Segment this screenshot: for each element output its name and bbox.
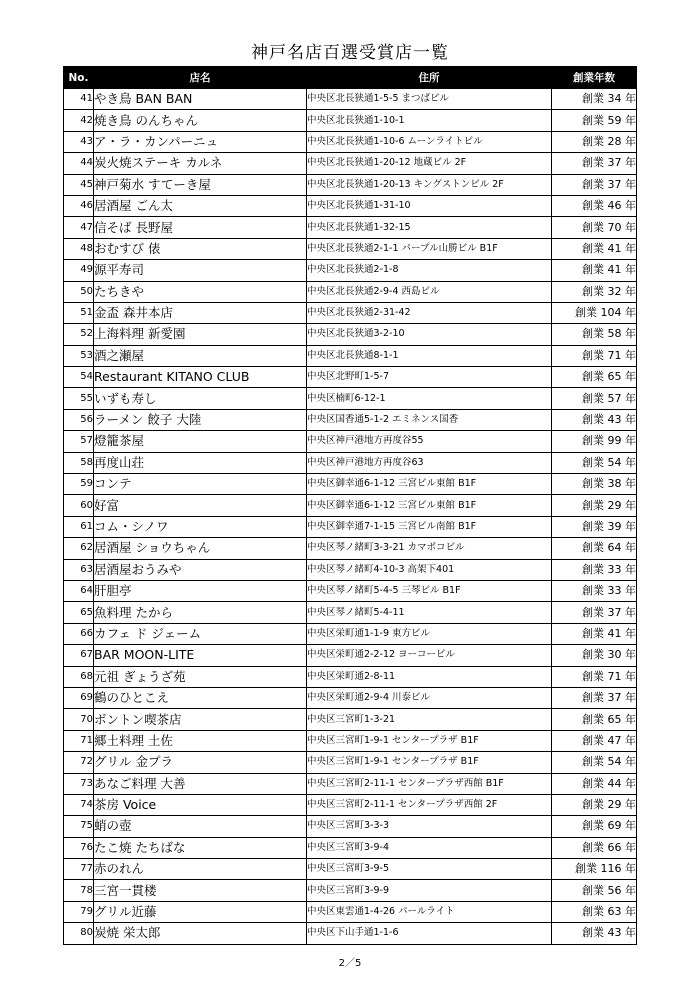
header-name: 店名: [94, 67, 307, 89]
row-number: 63: [64, 559, 94, 580]
shop-address: 中央区御幸通6-1-12 三宮ビル東館 B1F: [307, 495, 552, 516]
row-number: 57: [64, 431, 94, 452]
shop-name: ア・ラ・カンパーニュ: [94, 131, 307, 152]
years-in-business: 創業 33 年: [552, 580, 637, 601]
shop-name: おむすび 俵: [94, 238, 307, 259]
shop-address: 中央区北長狭通1-10-6 ムーンライトビル: [307, 131, 552, 152]
years-in-business: 創業 54 年: [552, 452, 637, 473]
table-row: [64, 645, 637, 666]
years-in-business: 創業 69 年: [552, 816, 637, 837]
row-number: 52: [64, 324, 94, 345]
shop-address: 中央区楠町6-12-1: [307, 388, 552, 409]
shop-address: 中央区北長狭通1-20-12 地蔵ビル 2F: [307, 153, 552, 174]
table-row: [64, 367, 637, 388]
table-row: [64, 302, 637, 323]
shop-address: 中央区下山手通1-1-6: [307, 923, 552, 944]
shop-name: 赤のれん: [94, 859, 307, 880]
row-number: 45: [64, 174, 94, 195]
row-number: 60: [64, 495, 94, 516]
row-number: 70: [64, 709, 94, 730]
shop-name: 好富: [94, 495, 307, 516]
table-row: [64, 773, 637, 794]
shop-name: いずも寿し: [94, 388, 307, 409]
table-row: [64, 880, 637, 901]
page-title: 神戸名店百選受賞店一覧: [251, 43, 449, 63]
table-row: [64, 431, 637, 452]
table-row: [64, 153, 637, 174]
years-in-business: 創業 116 年: [552, 859, 637, 880]
row-number: 79: [64, 901, 94, 922]
table-row: [64, 174, 637, 195]
table-row: [64, 709, 637, 730]
shop-name: ラーメン 餃子 大陸: [94, 409, 307, 430]
row-number: 67: [64, 645, 94, 666]
row-number: 42: [64, 110, 94, 131]
shop-name: あなご料理 大善: [94, 773, 307, 794]
table-row: [64, 388, 637, 409]
award-table: [63, 66, 637, 945]
row-number: 54: [64, 367, 94, 388]
shop-address: 中央区三宮町2-11-1 センタープラザ西館 2F: [307, 794, 552, 815]
shop-name: カフェ ド ジェーム: [94, 623, 307, 644]
shop-address: 中央区御幸通7-1-15 三宮ビル南館 B1F: [307, 516, 552, 537]
shop-name: 居酒屋 ごん太: [94, 195, 307, 216]
table-row: [64, 131, 637, 152]
years-in-business: 創業 38 年: [552, 474, 637, 495]
row-number: 51: [64, 302, 94, 323]
shop-address: 中央区神戸港地方再度谷55: [307, 431, 552, 452]
header-year: 創業年数: [552, 67, 637, 89]
row-number: 68: [64, 666, 94, 687]
table-row: [64, 794, 637, 815]
years-in-business: 創業 41 年: [552, 238, 637, 259]
shop-address: 中央区栄町通2-9-4 川泰ビル: [307, 687, 552, 708]
table-row: [64, 324, 637, 345]
years-in-business: 創業 47 年: [552, 730, 637, 751]
table-row: [64, 452, 637, 473]
row-number: 80: [64, 923, 94, 944]
table-row: [64, 281, 637, 302]
shop-name: 茶房 Voice: [94, 794, 307, 815]
row-number: 44: [64, 153, 94, 174]
shop-name: たこ焼 たちばな: [94, 837, 307, 858]
shop-address: 中央区栄町通2-2-12 ヨーコービル: [307, 645, 552, 666]
shop-address: 中央区北長狭通2-9-4 西島ビル: [307, 281, 552, 302]
row-number: 62: [64, 538, 94, 559]
years-in-business: 創業 41 年: [552, 623, 637, 644]
years-in-business: 創業 44 年: [552, 773, 637, 794]
row-number: 55: [64, 388, 94, 409]
table-row: [64, 859, 637, 880]
years-in-business: 創業 34 年: [552, 89, 637, 110]
header-address: 住所: [307, 67, 552, 89]
shop-address: 中央区三宮町3-9-4: [307, 837, 552, 858]
years-in-business: 創業 46 年: [552, 195, 637, 216]
row-number: 73: [64, 773, 94, 794]
row-number: 46: [64, 195, 94, 216]
row-number: 41: [64, 89, 94, 110]
shop-name: 再度山荘: [94, 452, 307, 473]
table-row: [64, 217, 637, 238]
shop-name: 居酒屋 ショウちゃん: [94, 538, 307, 559]
row-number: 50: [64, 281, 94, 302]
table-row: [64, 687, 637, 708]
row-number: 49: [64, 260, 94, 281]
shop-address: 中央区三宮町1-9-1 センタープラザ B1F: [307, 730, 552, 751]
shop-address: 中央区神戸港地方再度谷63: [307, 452, 552, 473]
years-in-business: 創業 64 年: [552, 538, 637, 559]
shop-name: グリル近藤: [94, 901, 307, 922]
shop-address: 中央区三宮町1-9-1 センタープラザ B1F: [307, 752, 552, 773]
shop-name: 元祖 ぎょうざ苑: [94, 666, 307, 687]
shop-address: 中央区国香通5-1-2 エミネンス国香: [307, 409, 552, 430]
row-number: 69: [64, 687, 94, 708]
years-in-business: 創業 58 年: [552, 324, 637, 345]
table-row: [64, 474, 637, 495]
table-row: [64, 837, 637, 858]
row-number: 47: [64, 217, 94, 238]
shop-address: 中央区北長狭通1-10-1: [307, 110, 552, 131]
row-number: 77: [64, 859, 94, 880]
row-number: 64: [64, 580, 94, 601]
row-number: 65: [64, 602, 94, 623]
table-row: [64, 602, 637, 623]
table-row: [64, 538, 637, 559]
years-in-business: 創業 37 年: [552, 687, 637, 708]
years-in-business: 創業 99 年: [552, 431, 637, 452]
shop-name: 焼き鳥 のんちゃん: [94, 110, 307, 131]
page-number: 2／5: [338, 958, 362, 969]
table-row: [64, 580, 637, 601]
shop-address: 中央区北長狭通1-5-5 まつばビル: [307, 89, 552, 110]
years-in-business: 創業 54 年: [552, 752, 637, 773]
years-in-business: 創業 71 年: [552, 345, 637, 366]
years-in-business: 創業 39 年: [552, 516, 637, 537]
row-number: 75: [64, 816, 94, 837]
table-row: [64, 752, 637, 773]
years-in-business: 創業 28 年: [552, 131, 637, 152]
table-row: [64, 816, 637, 837]
shop-name: 炭焼 栄太郎: [94, 923, 307, 944]
years-in-business: 創業 37 年: [552, 602, 637, 623]
years-in-business: 創業 56 年: [552, 880, 637, 901]
header-row: [64, 67, 637, 89]
shop-address: 中央区三宮町3-9-5: [307, 859, 552, 880]
row-number: 58: [64, 452, 94, 473]
table-row: [64, 923, 637, 944]
years-in-business: 創業 37 年: [552, 174, 637, 195]
shop-name: 酒之瀬屋: [94, 345, 307, 366]
shop-address: 中央区三宮町2-11-1 センタープラザ西館 B1F: [307, 773, 552, 794]
table-row: [64, 110, 637, 131]
shop-address: 中央区御幸通6-1-12 三宮ビル東館 B1F: [307, 474, 552, 495]
table-row: [64, 559, 637, 580]
years-in-business: 創業 33 年: [552, 559, 637, 580]
shop-address: 中央区三宮町3-9-9: [307, 880, 552, 901]
shop-name: 燈籠茶屋: [94, 431, 307, 452]
row-number: 72: [64, 752, 94, 773]
years-in-business: 創業 43 年: [552, 409, 637, 430]
row-number: 76: [64, 837, 94, 858]
years-in-business: 創業 29 年: [552, 794, 637, 815]
shop-address: 中央区栄町通1-1-9 東方ビル: [307, 623, 552, 644]
shop-address: 中央区琴ノ緒町5-4-11: [307, 602, 552, 623]
shop-name: 居酒屋おうみや: [94, 559, 307, 580]
shop-address: 中央区琴ノ緒町3-3-21 カマボコビル: [307, 538, 552, 559]
shop-address: 中央区北野町1-5-7: [307, 367, 552, 388]
years-in-business: 創業 104 年: [552, 302, 637, 323]
table-row: [64, 345, 637, 366]
table-row: [64, 89, 637, 110]
shop-address: 中央区東雲通1-4-26 パールライト: [307, 901, 552, 922]
header-no: No.: [64, 67, 94, 89]
table-row: [64, 238, 637, 259]
table-row: [64, 901, 637, 922]
table-row: [64, 666, 637, 687]
shop-name: たちきや: [94, 281, 307, 302]
years-in-business: 創業 65 年: [552, 709, 637, 730]
years-in-business: 創業 30 年: [552, 645, 637, 666]
shop-name: 信そば 長野屋: [94, 217, 307, 238]
shop-name: 肝胆亭: [94, 580, 307, 601]
row-number: 78: [64, 880, 94, 901]
shop-name: 蛸の壺: [94, 816, 307, 837]
shop-name: 神戸菊水 すてーき屋: [94, 174, 307, 195]
table-row: [64, 730, 637, 751]
shop-name: コム・シノワ: [94, 516, 307, 537]
table-row: [64, 409, 637, 430]
shop-name: 魚料理 たから: [94, 602, 307, 623]
years-in-business: 創業 41 年: [552, 260, 637, 281]
shop-address: 中央区琴ノ緒町4-10-3 高架下401: [307, 559, 552, 580]
shop-address: 中央区北長狭通3-2-10: [307, 324, 552, 345]
row-number: 53: [64, 345, 94, 366]
shop-name: 郷土料理 土佐: [94, 730, 307, 751]
shop-name: 上海料理 新愛園: [94, 324, 307, 345]
row-number: 66: [64, 623, 94, 644]
table-row: [64, 260, 637, 281]
years-in-business: 創業 32 年: [552, 281, 637, 302]
shop-name: Restaurant KITANO CLUB: [94, 367, 307, 388]
shop-name: 源平寿司: [94, 260, 307, 281]
shop-name: BAR MOON-LITE: [94, 645, 307, 666]
shop-address: 中央区栄町通2-8-11: [307, 666, 552, 687]
row-number: 61: [64, 516, 94, 537]
years-in-business: 創業 57 年: [552, 388, 637, 409]
shop-address: 中央区北長狭通2-1-1 パープル山勝ビル B1F: [307, 238, 552, 259]
years-in-business: 創業 43 年: [552, 923, 637, 944]
shop-address: 中央区三宮町1-3-21: [307, 709, 552, 730]
row-number: 48: [64, 238, 94, 259]
shop-address: 中央区北長狭通1-31-10: [307, 195, 552, 216]
shop-name: 炭火焼ステーキ カルネ: [94, 153, 307, 174]
years-in-business: 創業 37 年: [552, 153, 637, 174]
shop-name: やき鳥 BAN BAN: [94, 89, 307, 110]
shop-name: 鶴のひとこえ: [94, 687, 307, 708]
shop-address: 中央区北長狭通1-32-15: [307, 217, 552, 238]
shop-address: 中央区北長狭通1-20-13 キングストンビル 2F: [307, 174, 552, 195]
row-number: 74: [64, 794, 94, 815]
shop-name: 三宮一貫楼: [94, 880, 307, 901]
table-row: [64, 195, 637, 216]
table-body: [64, 89, 637, 945]
years-in-business: 創業 71 年: [552, 666, 637, 687]
years-in-business: 創業 70 年: [552, 217, 637, 238]
table-row: [64, 516, 637, 537]
row-number: 43: [64, 131, 94, 152]
shop-address: 中央区北長狭通8-1-1: [307, 345, 552, 366]
table-row: [64, 495, 637, 516]
row-number: 59: [64, 474, 94, 495]
shop-name: ボントン喫茶店: [94, 709, 307, 730]
shop-name: コンテ: [94, 474, 307, 495]
shop-name: グリル 金プラ: [94, 752, 307, 773]
years-in-business: 創業 66 年: [552, 837, 637, 858]
shop-address: 中央区北長狭通2-1-8: [307, 260, 552, 281]
table-row: [64, 623, 637, 644]
years-in-business: 創業 59 年: [552, 110, 637, 131]
shop-address: 中央区琴ノ緒町5-4-5 三琴ビル B1F: [307, 580, 552, 601]
table-header: [64, 67, 637, 89]
shop-name: 金盃 森井本店: [94, 302, 307, 323]
row-number: 56: [64, 409, 94, 430]
years-in-business: 創業 63 年: [552, 901, 637, 922]
shop-address: 中央区北長狭通2-31-42: [307, 302, 552, 323]
years-in-business: 創業 65 年: [552, 367, 637, 388]
years-in-business: 創業 29 年: [552, 495, 637, 516]
row-number: 71: [64, 730, 94, 751]
shop-address: 中央区三宮町3-3-3: [307, 816, 552, 837]
